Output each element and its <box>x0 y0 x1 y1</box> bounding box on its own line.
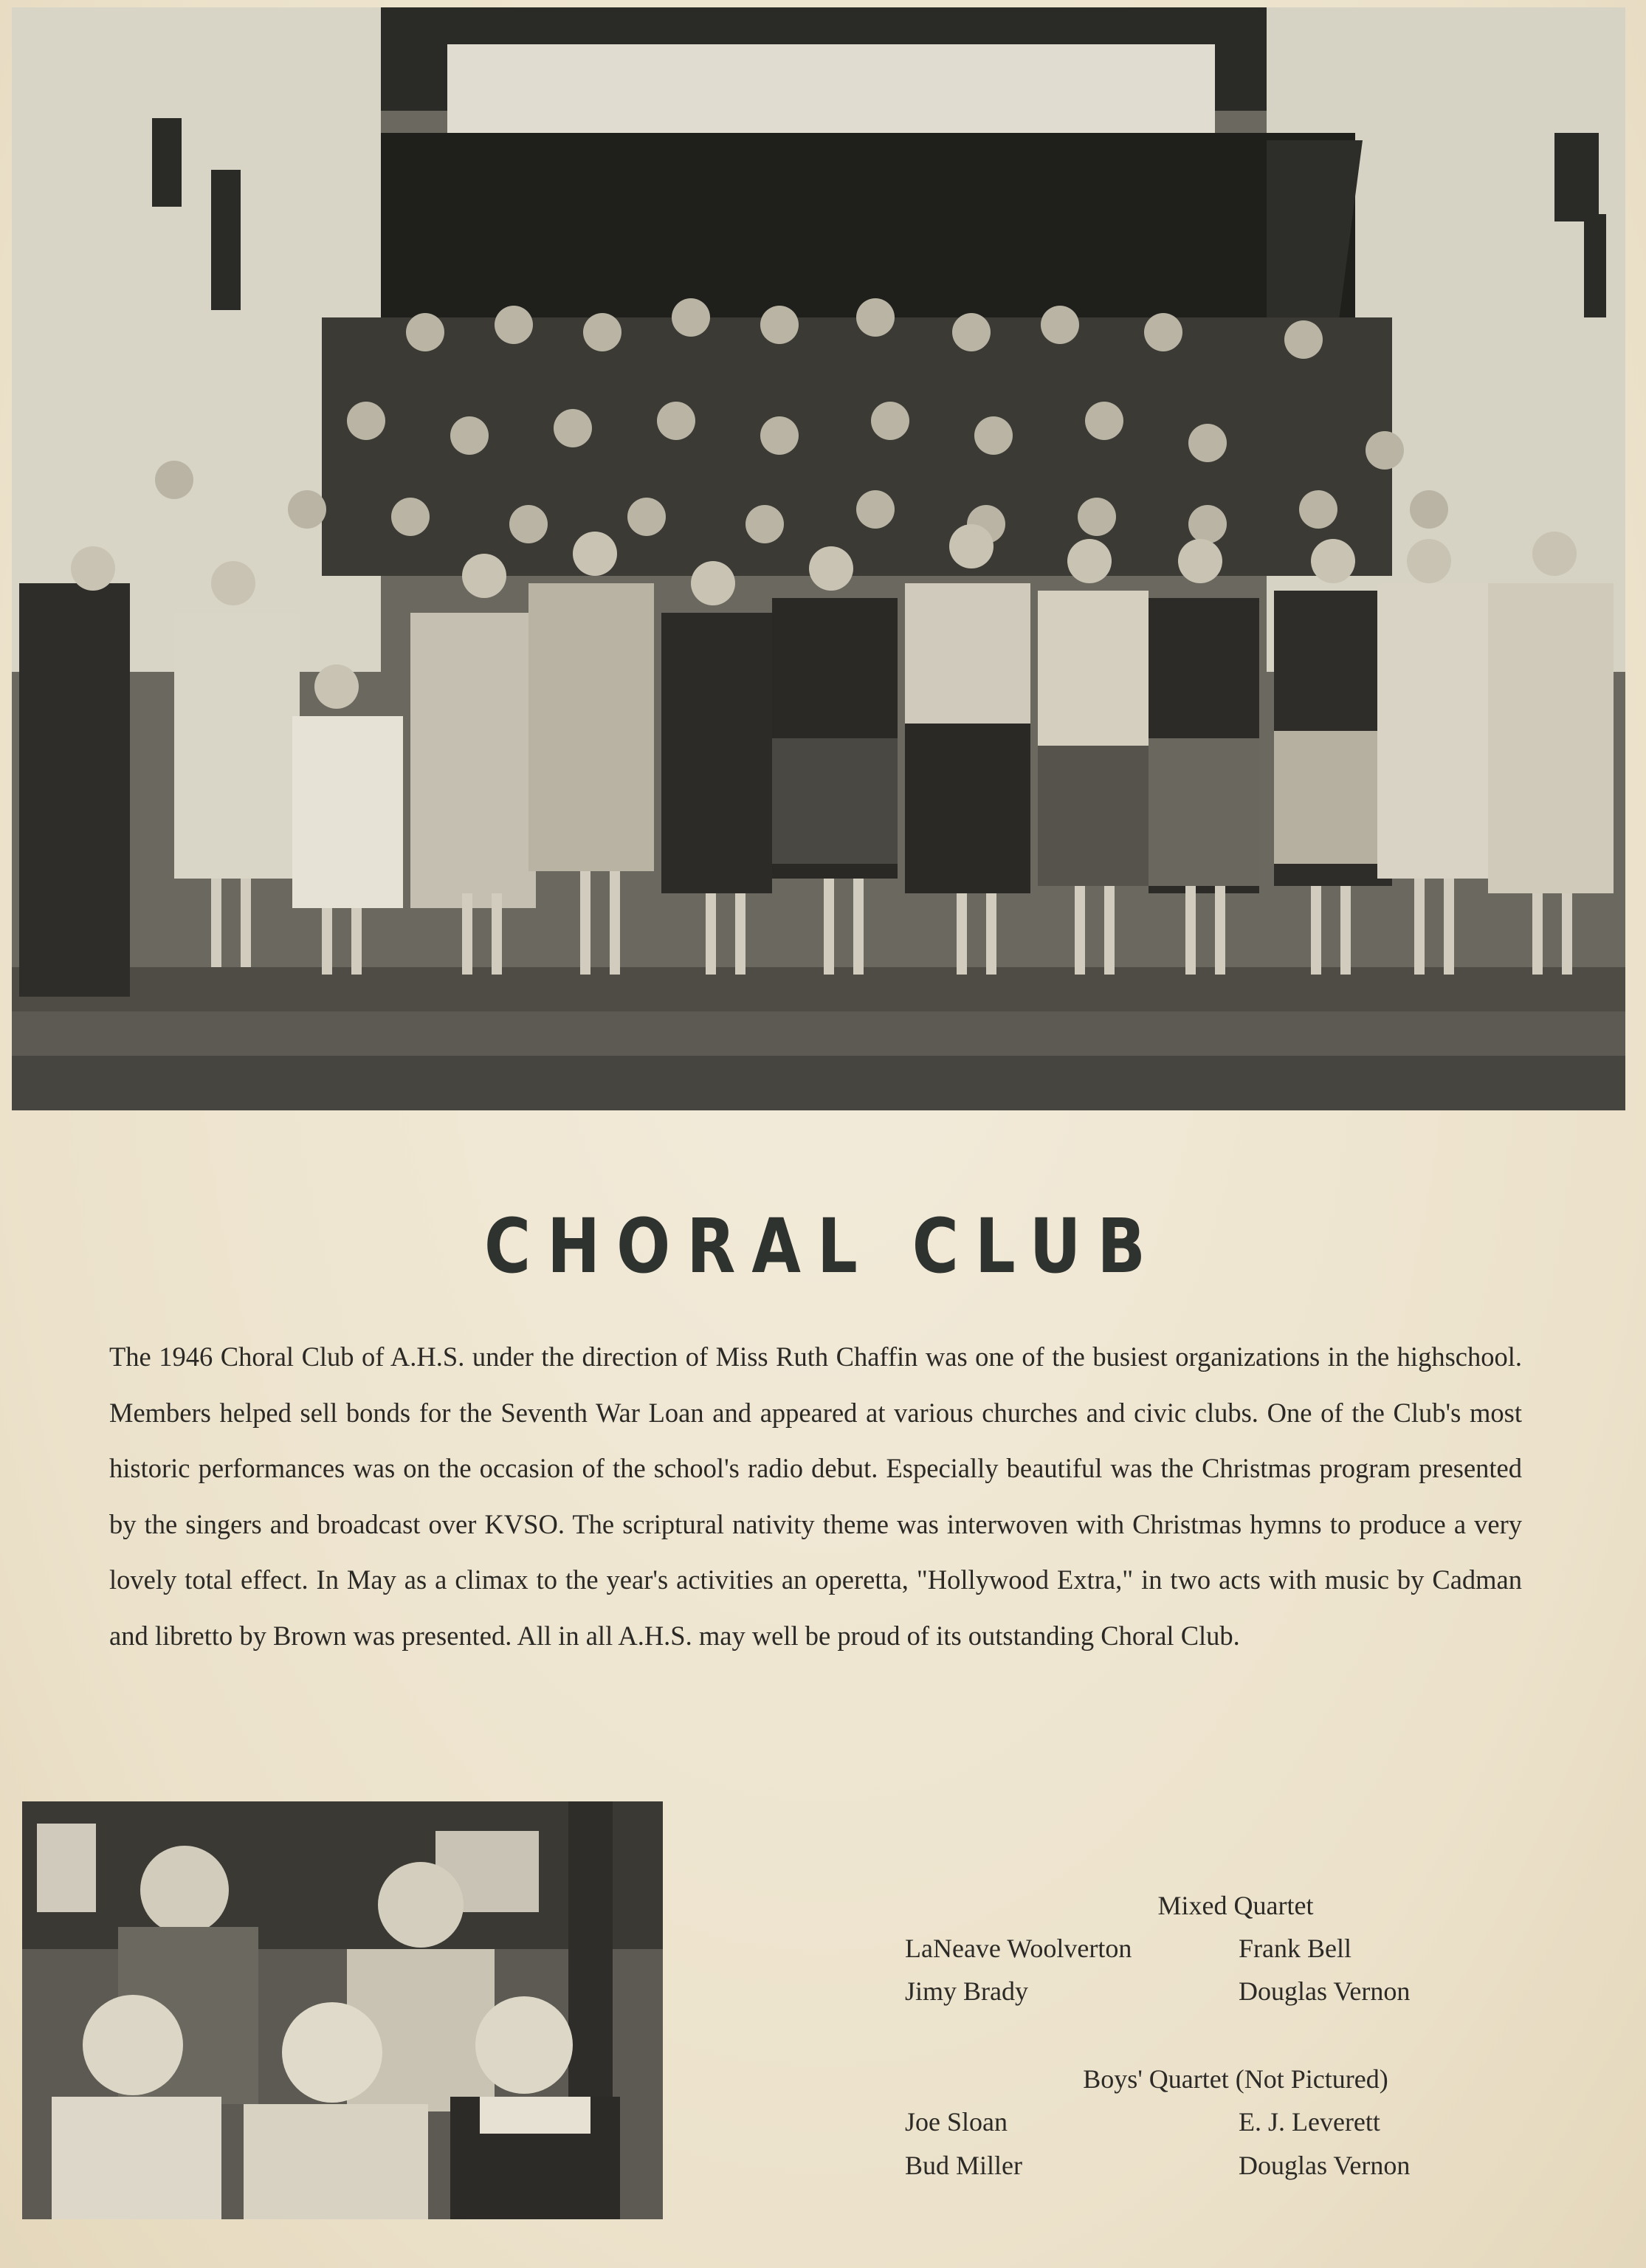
choral-club-group-photo <box>12 7 1625 1110</box>
mixed-quartet-photo <box>22 1801 663 2219</box>
mixed-quartet-member: Frank Bell <box>1239 1934 1351 1963</box>
boys-quartet-member: E. J. Leverett <box>1239 2107 1380 2137</box>
boys-quartet-heading: Boys' Quartet (Not Pictured) <box>1083 2064 1388 2094</box>
mixed-quartet-member: Douglas Vernon <box>1239 1976 1411 2006</box>
mixed-quartet-member: LaNeave Woolverton <box>905 1934 1132 1963</box>
article-paragraph: The 1946 Choral Club of A.H.S. under the direction of Miss Ruth Chaffin was one of the busiest organizations in the highschool. Members helped sell bonds for the Seventh War Loan and appeared at various churches and civic clubs. One of the Club's most historic performances was on the occasion of the school's radio debut. Especially beautiful was the Christmas program presented by the singers and broadcast over KVSO. The scriptural nativity theme was interwoven with Christmas hymns to produce a very lovely total effect. In May as a climax to the year's activities an operetta, "Hollywood Extra," in two acts with music by Cadman and libretto by Brown was presented. All in all A.H.S. may well be proud of its outstanding Choral Club. <box>109 1341 1522 1651</box>
page-title: CHORAL CLUB <box>484 1203 1162 1291</box>
boys-quartet-member: Douglas Vernon <box>1239 2151 1411 2180</box>
mixed-quartet-member: Jimy Brady <box>905 1976 1028 2006</box>
boys-quartet-member: Joe Sloan <box>905 2107 1008 2137</box>
mixed-quartet-heading: Mixed Quartet <box>1157 1891 1314 1920</box>
boys-quartet-member: Bud Miller <box>905 2151 1022 2180</box>
